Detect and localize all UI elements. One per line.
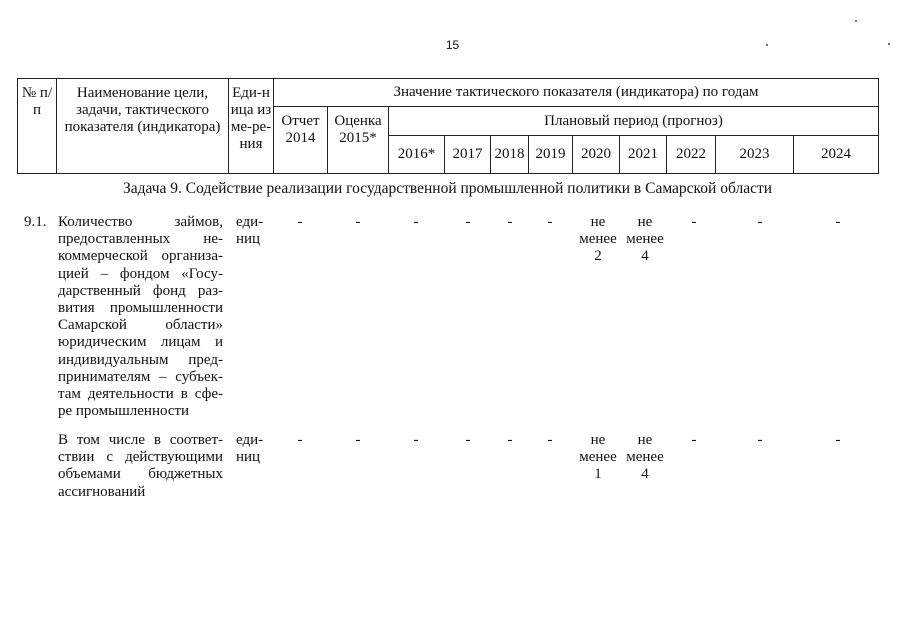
header-year: 2018 <box>491 136 529 174</box>
indicator-table-header <box>17 78 879 174</box>
row-name-line: предоставленных не- <box>58 231 223 248</box>
row-value: - <box>757 214 763 230</box>
row-name-line: цией – фондом «Госу- <box>58 265 223 282</box>
row-name-line: В том числе в соответ- <box>58 432 223 448</box>
row-name-line: юридическим лицам и <box>58 334 223 351</box>
row-value: - <box>355 214 361 230</box>
row-unit <box>236 214 270 248</box>
row-name <box>58 214 223 420</box>
row-unit <box>236 432 270 466</box>
row-name-line: ствии с действующими <box>58 449 223 466</box>
header-year: 2019 <box>529 136 573 174</box>
row-value: - <box>835 214 841 230</box>
row-name-line: объемами бюджетных <box>58 466 223 483</box>
row-name-line: вития промышленности <box>58 300 223 317</box>
header-name: Наименование цели, задачи, тактического показателя (индикатора) <box>57 79 229 174</box>
row-value: не менее 4 <box>626 214 664 265</box>
header-values-title: Значение тактического показателя (индикатора) по годам <box>274 79 879 107</box>
row-value: - <box>547 214 553 230</box>
row-number: 9.1. <box>24 214 47 230</box>
header-unit: Еди-ница изме-ре-ния <box>229 79 274 174</box>
row-value: - <box>413 432 419 448</box>
header-plan-title: Плановый период (прогноз) <box>389 107 879 136</box>
row-value: - <box>465 214 471 230</box>
header-year: 2021 <box>620 136 667 174</box>
row-unit-line: еди- <box>236 214 264 230</box>
row-value: - <box>835 432 841 448</box>
row-value: - <box>507 214 513 230</box>
row-name <box>58 432 223 501</box>
header-estimate: Оценка 2015* <box>328 107 389 174</box>
task-title: Задача 9. Содействие реализации государственной промышленной политики в Самарской области <box>122 180 773 197</box>
row-name-line: принимателям – субъек- <box>58 368 223 385</box>
row-value: не менее 1 <box>579 432 617 483</box>
row-name-line: ре промышленности <box>58 403 190 420</box>
row-unit-line: ниц <box>236 231 261 248</box>
row-value: - <box>691 432 697 448</box>
row-name-line: индивидуальным пред- <box>58 351 223 368</box>
header-year: 2016* <box>389 136 445 174</box>
row-value: - <box>297 214 303 230</box>
header-year: 2024 <box>794 136 879 174</box>
row-value: - <box>355 432 361 448</box>
header-num: № п/п <box>18 79 57 174</box>
header-year: 2022 <box>667 136 716 174</box>
row-unit-line: ниц <box>236 449 261 466</box>
row-name-line: Количество займов, <box>58 214 223 230</box>
row-unit-line: еди- <box>236 432 264 448</box>
row-name-line: там деятельности в сфе- <box>58 386 223 403</box>
row-name-line: коммерческой организа- <box>58 248 223 265</box>
row-value: - <box>507 432 513 448</box>
row-name-line: дарственный фонд раз- <box>58 282 223 299</box>
page-number: 15 <box>445 38 460 52</box>
row-value: - <box>465 432 471 448</box>
header-year: 2023 <box>716 136 794 174</box>
header-year: 2017 <box>445 136 491 174</box>
row-value: - <box>413 214 419 230</box>
row-value: не менее 2 <box>579 214 617 265</box>
row-value: - <box>757 432 763 448</box>
row-value: - <box>547 432 553 448</box>
header-report: Отчет 2014 <box>274 107 328 174</box>
row-value: не менее 4 <box>626 432 664 483</box>
row-name-line: Самарской области» <box>58 317 223 334</box>
header-year: 2020 <box>573 136 620 174</box>
row-value: - <box>297 432 303 448</box>
row-value: - <box>691 214 697 230</box>
row-name-line: ассигнований <box>58 483 146 500</box>
